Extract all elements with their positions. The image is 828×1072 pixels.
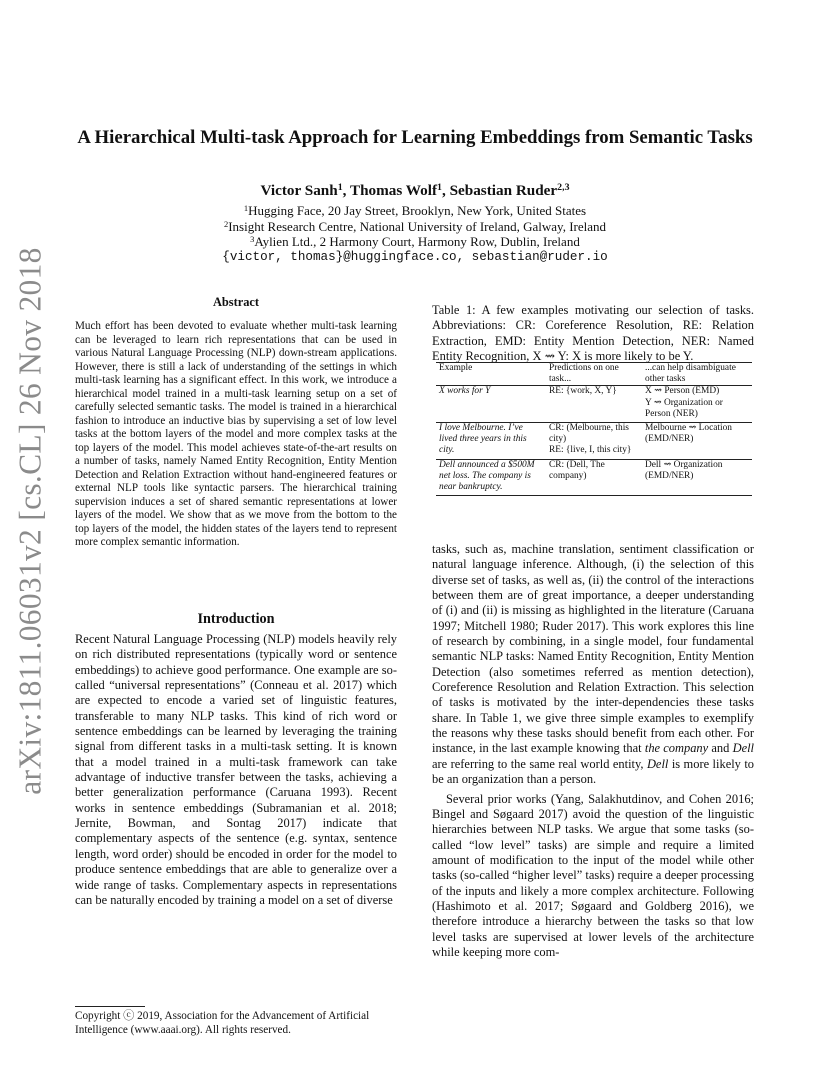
table-row bbox=[436, 423, 752, 460]
affiliation-mark: 1 bbox=[243, 202, 249, 213]
table-cell: X works for Y bbox=[439, 386, 491, 397]
introduction-text bbox=[75, 632, 397, 908]
affiliation-line bbox=[75, 234, 755, 250]
author-mark: 1 bbox=[337, 182, 343, 194]
arxiv-id: arXiv:1811.06031v2 [cs.CL] 26 Nov 2018 bbox=[13, 246, 48, 795]
table-cell: CR: (Melbourne, this city) RE: {live, I, this city} bbox=[549, 423, 632, 456]
abstract-heading: Abstract bbox=[212, 295, 260, 309]
intro-paragraph: Recent Natural Language Processing (NLP) models heavily rely on rich distributed representations (typically word or sentence embeddings) to achieve good performance. One example are so-called “universal representations” (Conneau et al. 2017) which are expected to encode a varied set of linguistic features, transferable to many NLP tasks. This kind of rich word or sentence embeddings can be learned by leveraging the training signal from different tasks in a multi-task setting. It is known that a model trained in a multi-task framework can take advantage of inductive transfer between the tasks, achieving a better generalization performance (Caruana 1993). Recent works in sentence embeddings (Subramanian et al. 2018; Jernite, Bowman, and Sontag 2017) indicate that complementary aspects of the sentence (e.g. syntax, sentence length, word order) should be encoded in order for the model to produce sentence embeddings that are able to generalize over a wide range of tasks. Complementary aspects in representations can be naturally encoded by training a model on a set of diverse bbox=[75, 632, 397, 907]
right-column-text bbox=[432, 542, 754, 960]
table-cell: Dell announced a $500M net loss. The company is near bankruptcy. bbox=[439, 459, 535, 493]
emphasis-text: Dell bbox=[732, 741, 755, 756]
affiliation-text: Aylien Ltd., 2 Harmony Court, Harmony Row, Dublin, Ireland bbox=[254, 234, 580, 250]
arxiv-sidebar-stamp bbox=[6, 246, 56, 795]
table-row bbox=[436, 459, 752, 496]
emphasis-text: the company bbox=[644, 741, 709, 756]
table-header-cell: ...can help disambiguate other tasks bbox=[645, 363, 736, 385]
author-name: Sebastian Ruder bbox=[449, 182, 558, 199]
body-paragraph bbox=[432, 542, 754, 788]
examples-table bbox=[436, 362, 752, 496]
table-header-cell: Predictions on one task... bbox=[549, 363, 619, 385]
table-cell: Melbourne ⇝ Location (EMD/NER) bbox=[645, 423, 732, 445]
table-row bbox=[436, 386, 752, 423]
abstract-text: Much effort has been devoted to evaluate whether multi-task learning can be leveraged to learn rich representations that can be used in various Natural Language Processing (NLP) down-stream applications. However, there is still a lack of understanding of the settings in which multi-task learning has a significant effect. In this work, we introduce a hierarchical model trained in a multi-task learning setup on a set of carefully selected semantic tasks. The model is trained in a hierarchical fashion to introduce an inductive bias by supervising a set of low level tasks at the bottom layers of the model and more complex tasks at the top layers of the model. This model achieves state-of-the-art results on a number of tasks, namely Named Entity Recognition, Entity Mention Detection and Relation Extraction without hand-engineered features or external NLP tools like syntactic parsers. The hierarchical training supervision induces a set of shared semantic representations at lower layers of the model. We show that as we move from the bottom to the top layers of the model, the hidden states of the layers tend to represent more complex semantic information. bbox=[75, 320, 397, 548]
table-header-cell: Example bbox=[439, 363, 473, 373]
copyright-footnote: Copyright ⓒ 2019, Association for the Advancement of Artificial Intelligence (www.aaai.org). All rights reserved. bbox=[75, 1010, 370, 1036]
table-cell: Dell ⇝ Organization (EMD/NER) bbox=[645, 459, 723, 481]
affiliation-mark: 2 bbox=[223, 218, 229, 229]
paragraph-text: and bbox=[708, 741, 733, 756]
author-mark: 1 bbox=[437, 182, 442, 194]
table-header-row bbox=[436, 363, 752, 386]
affiliations bbox=[75, 203, 755, 266]
table-cell: CR: (Dell, The company) bbox=[549, 459, 605, 481]
table-cell: X ⇝ Person (EMD) Y ⇝ Organization or Person (NER) bbox=[645, 386, 723, 419]
paragraph-text: tasks, such as, machine translation, sentiment classification or natural language inference. Although, (i) the selection of this diverse set of tasks, as well as, (ii) the control of the interactions between them are of great importance, a deeper understanding of (i) and (ii) is missing as highlighted in the literature (Caruana 1997; Mitchell 1980; Ruder 2017). This work explores this line of research by combining, in a single model, four fundamental semantic NLP tasks: Named Entity Recognition, Entity Mention Detection (also sometimes referred as mention detection), Coreference Resolution and Relation Extraction. This selection of tasks is motivated by the inter-dependencies these tasks share. In Table 1, we give three simple examples to exemplify the reasons why these tasks should benefit from each other. For instance, in the last example knowing that bbox=[432, 542, 754, 756]
table-cell: RE: {work, X, Y} bbox=[549, 386, 617, 397]
body-paragraph: Several prior works (Yang, Salakhutdinov, and Cohen 2016; Bingel and Søgaard 2017) avoid the question of the linguistic hierarchies between NLP tasks. We argue that some tasks (so-called “low level” tasks) are simple and require a limited amount of modification to the input of the model while other tasks (so-called “higher level” tasks) require a deeper processing of the inputs and likely a more complex architecture. Following (Hashimoto et al. 2017; Søgaard and Goldberg 2016), we therefore introduce a hierarchy between the tasks so that low level tasks are supervised at lower levels of the architecture while keeping more com- bbox=[432, 791, 754, 959]
email-line[interactable]: {victor, thomas}@huggingface.co, sebastian@ruder.io bbox=[222, 250, 608, 265]
introduction-heading: Introduction bbox=[197, 611, 275, 627]
author-mark: 2,3 bbox=[557, 182, 570, 194]
table-cell: I love Melbourne. I’ve lived three years in this city. bbox=[439, 423, 527, 456]
affiliation-line bbox=[75, 219, 755, 235]
footnote-rule bbox=[75, 1006, 145, 1007]
emphasis-text: Dell bbox=[646, 756, 669, 771]
paragraph-text: are referring to the same real world entity, bbox=[432, 756, 647, 771]
author-name: Thomas Wolf bbox=[349, 182, 438, 199]
author-name: Victor Sanh bbox=[260, 182, 338, 199]
affiliation-mark: 3 bbox=[250, 234, 255, 245]
paper-title: A Hierarchical Multi-task Approach for Learning Embeddings from Semantic Tasks bbox=[77, 127, 753, 148]
table-caption: Table 1: A few examples motivating our selection of tasks. Abbreviations: CR: Coreference Resolution, RE: Relation Extraction, EMD: Entity Mention Detection, NER: Named Entity Recognition, X ⇝ Y: X is more likely to be Y. bbox=[432, 303, 754, 364]
affiliation-line bbox=[75, 203, 755, 219]
affiliation-text: Insight Research Centre, National University of Ireland, Galway, Ireland bbox=[228, 218, 607, 234]
paragraph-text: is more likely to be an organization than a person. bbox=[432, 756, 755, 787]
author-list: Victor Sanh$^1$, Thomas Wolf$^1$, Sebastian Ruder$^{2,3}$ bbox=[260, 182, 570, 199]
affiliation-text: Hugging Face, 20 Jay Street, Brooklyn, New York, United States bbox=[248, 203, 587, 218]
